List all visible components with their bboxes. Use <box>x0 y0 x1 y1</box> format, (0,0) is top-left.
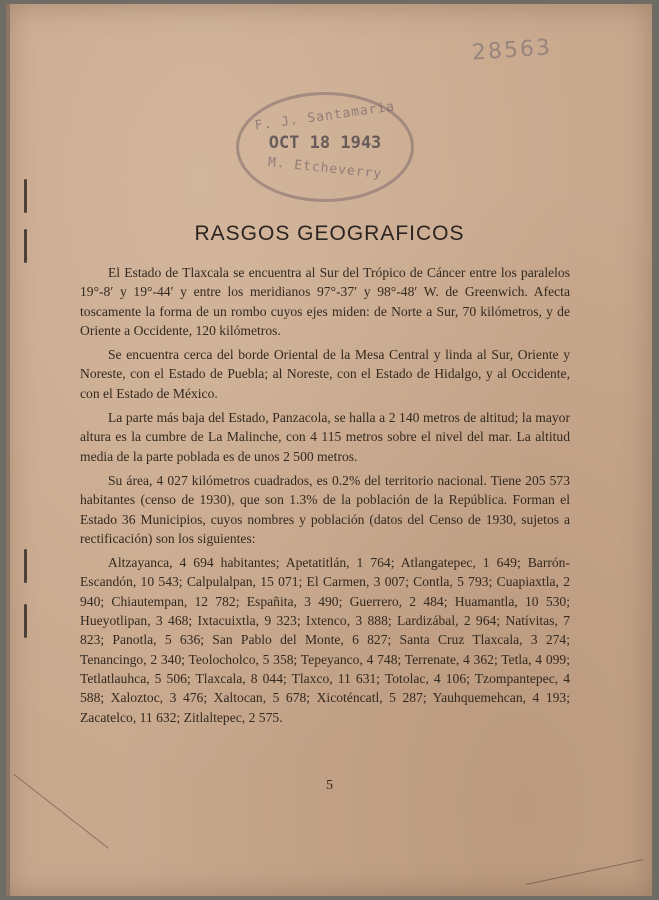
body-text <box>80 263 570 732</box>
page-title: RASGOS GEOGRAFICOS <box>194 222 465 245</box>
paragraph: Su área, 4 027 kilómetros cuadrados, es 0.2% del territorio nacional. Tiene 205 573 habitantes (censo de 1930), que son 1.3% de la población de la República. Forman el Estado 36 Municipios, cuyos nombres y población (datos del Censo de 1930, sujetos a rectificación) son los siguientes: <box>80 472 570 546</box>
library-stamp <box>236 92 414 202</box>
stamp-date: OCT 18 1943 <box>268 133 382 153</box>
binding-stitch <box>24 179 27 213</box>
page-number: 5 <box>326 778 333 793</box>
paragraph: Altzayanca, 4 694 habitantes; Apetatitlán, 1 764; Atlangatepec, 1 649; Barrón-Escandón, 10 543; Calpulalpan, 15 071; El Carmen, 3 007; Contla, 5 793; Cuapiaxtla, 2 940; Chiautempan, 12 782; Españita, 3 490; Guerrero, 2 484; Huamantla, 10 530; Hueyotlipan, 3 468; Ixtacuixtla, 9 323; Ixtenco, 3 888; Lardizábal, 2 964; Natívitas, 7 823; Panotla, 5 636; San Pablo del Monte, 6 827; Santa Cruz Tlaxcala, 3 274; Tenancingo, 2 340; Teolocholco, 5 358; Tepeyanco, 4 748; Terrenate, 4 362; Tetla, 4 099; Tetlatlauhca, 5 506; Tlaxcala, 8 044; Tlaxco, 11 631; Totolac, 4 106; Tzompantepec, 4 588; Xaloztoc, 3 476; Xaltocan, 5 678; Xicoténcatl, 5 287; Yauhquemehcan, 4 193; Zacatelco, 11 632; Zitlaltepec, 2 575. <box>80 555 570 725</box>
paragraph: La parte más baja del Estado, Panzacola, se halla a 2 140 metros de altitud; la mayor altura es la cumbre de La Malinche, con 4 115 metros sobre el nivel del mar. La altitud media de la parte poblada es de unos 2 500 metros. <box>80 410 570 464</box>
paragraph: Se encuentra cerca del borde Oriental de la Mesa Central y linda al Sur, Oriente y Noreste, con el Estado de Puebla; al Noreste, con el Estado de Hidalgo, y al Occidente, con el Estado de México. <box>80 347 570 401</box>
binding-edge <box>6 4 10 896</box>
stamp-top-text: F. J. Santamaria <box>254 99 396 134</box>
paper-crease <box>526 859 644 885</box>
binding-stitch <box>24 604 27 638</box>
pencil-annotation: 28563 <box>471 35 553 66</box>
paragraph: El Estado de Tlaxcala se encuentra al Sur del Trópico de Cáncer entre los paralelos 19°-8′ y 19°-44′ y entre los meridianos 97°-37′ y 98°-48′ W. de Greenwich. Afecta toscamente la forma de un rombo cuyos ejes miden: de Norte a Sur, 70 kilómetros, y de Oriente a Occidente, 120 kilómetros. <box>80 265 570 338</box>
stamp-bottom-text: M. Etcheverry <box>267 155 383 182</box>
binding-stitch <box>24 549 27 583</box>
